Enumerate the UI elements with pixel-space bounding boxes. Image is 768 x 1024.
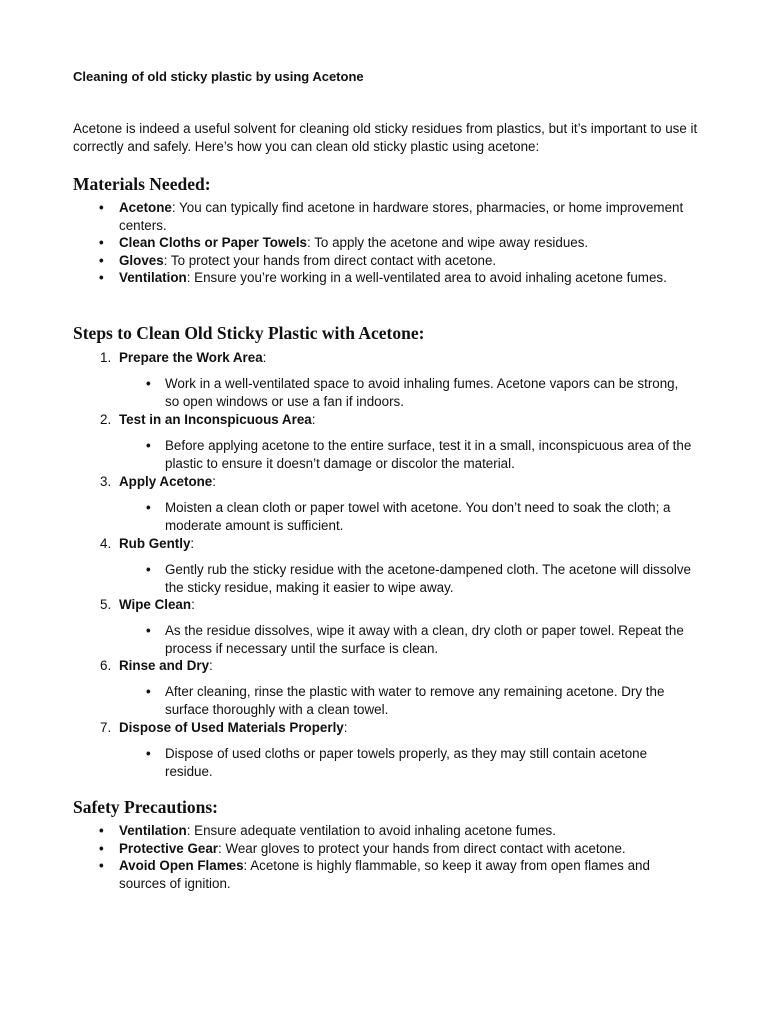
materials-heading: Materials Needed:	[73, 174, 211, 194]
step-detail	[73, 561, 703, 596]
step-label: Apply Acetone	[119, 474, 213, 489]
item-label: Clean Cloths or Paper Towels	[119, 235, 308, 251]
step-colon: :	[191, 597, 195, 612]
step-detail-text: Moisten a clean cloth or paper towel with acetone. You don’t need to soak the cloth; a moderate amount is sufficient.	[165, 500, 671, 533]
item-label: Acetone	[119, 200, 172, 215]
item-label: Gloves	[119, 252, 164, 268]
steps-list	[73, 349, 703, 781]
step-header	[73, 349, 703, 367]
step-colon: :	[343, 720, 348, 735]
step-colon: :	[311, 412, 316, 427]
step-detail-text: Gently rub the sticky residue with the acetone-dampened cloth. The acetone will dissolve the sticky residue, making it easier to wipe away.	[165, 562, 691, 595]
step-header	[73, 719, 703, 737]
bullet-icon: •	[146, 623, 151, 638]
item-text: : Ensure adequate ventilation to avoid inhaling acetone fumes.	[186, 823, 556, 838]
step-detail-text: Dispose of used cloths or paper towels properly, as they may still contain acetone residue.	[165, 746, 648, 779]
item-label: Ventilation	[119, 823, 187, 838]
bullet-icon: •	[146, 562, 151, 577]
step-item	[73, 535, 703, 596]
step-number: 3.	[100, 474, 112, 489]
item-label: Avoid Open Flames	[119, 858, 244, 874]
bullet-icon: •	[146, 746, 151, 761]
step-item	[73, 473, 703, 535]
step-detail-text: After cleaning, rinse the plastic with water to remove any remaining acetone. Dry the surface thoroughly with a clean towel.	[165, 684, 665, 717]
bullet-icon: •	[99, 200, 104, 215]
item-text: : Acetone is highly flammable, so keep it away from open flames and sources of ignition.	[119, 858, 650, 891]
step-label: Wipe Clean	[119, 597, 192, 612]
step-detail	[73, 499, 703, 534]
intro-paragraph: Acetone is indeed a useful solvent for cleaning old sticky residues from plastics, but it’s important to use it correctly and safely. Here’s how you can clean old sticky plastic using acetone:	[73, 121, 698, 154]
list-item	[73, 840, 698, 858]
bullet-icon: •	[146, 438, 151, 453]
item-label: Protective Gear	[119, 840, 218, 856]
step-header	[73, 535, 703, 553]
list-item	[73, 822, 698, 840]
step-number: 5.	[100, 597, 112, 612]
list-item	[73, 857, 698, 892]
step-header	[73, 596, 703, 614]
step-colon: :	[209, 658, 213, 673]
item-text: : Ensure you’re working in a well-ventilated area to avoid inhaling acetone fumes.	[186, 270, 667, 286]
step-label: Test in an Inconspicuous Area	[119, 412, 312, 427]
bullet-icon: •	[146, 376, 151, 391]
step-detail	[73, 745, 703, 780]
list-item	[73, 199, 698, 234]
step-item	[73, 719, 703, 781]
step-number: 1.	[100, 350, 112, 365]
step-number: 4.	[100, 536, 112, 551]
step-detail	[73, 683, 703, 718]
list-item	[73, 269, 698, 287]
steps-heading: Steps to Clean Old Sticky Plastic with Acetone:	[73, 323, 425, 343]
bullet-icon: •	[99, 270, 104, 286]
step-detail	[73, 375, 703, 410]
bullet-icon: •	[146, 684, 151, 699]
bullet-icon: •	[99, 858, 104, 874]
item-text: : To protect your hands from direct contact with acetone.	[163, 252, 497, 268]
step-item	[73, 657, 703, 719]
bullet-icon: •	[99, 252, 104, 268]
step-header	[73, 657, 703, 675]
step-detail-text: As the residue dissolves, wipe it away with a clean, dry cloth or paper towel. Repeat the process if necessary until the surface is clean.	[165, 623, 684, 656]
step-colon: :	[190, 536, 195, 551]
step-header	[73, 411, 703, 429]
step-detail-text: Work in a well-ventilated space to avoid inhaling fumes. Acetone vapors can be strong, so open windows or use a fan if indoors.	[165, 376, 679, 409]
step-label: Prepare the Work Area	[119, 350, 263, 365]
step-label: Dispose of Used Materials Properly	[119, 720, 344, 735]
item-text: : You can typically find acetone in hardware stores, pharmacies, or home improvement centers.	[119, 200, 684, 233]
step-number: 2.	[100, 412, 112, 427]
step-item	[73, 596, 703, 657]
bullet-icon: •	[99, 823, 104, 838]
item-text: : Wear gloves to protect your hands from direct contact with acetone.	[218, 840, 626, 856]
item-label: Ventilation	[119, 270, 187, 286]
step-item	[73, 349, 703, 411]
step-item	[73, 411, 703, 473]
step-label: Rinse and Dry	[119, 658, 210, 673]
safety-heading: Safety Precautions:	[73, 797, 218, 817]
bullet-icon: •	[146, 500, 151, 515]
step-detail	[73, 437, 703, 472]
list-item	[73, 252, 698, 270]
materials-list	[73, 199, 698, 287]
safety-list	[73, 822, 698, 892]
bullet-icon: •	[99, 235, 104, 251]
list-item	[73, 234, 698, 252]
step-label: Rub Gently	[119, 536, 191, 551]
step-number: 7.	[100, 720, 112, 735]
item-text: : To apply the acetone and wipe away residues.	[307, 235, 589, 251]
bullet-icon: •	[99, 840, 104, 856]
step-number: 6.	[100, 658, 112, 673]
step-header	[73, 473, 703, 491]
step-colon: :	[262, 350, 267, 365]
step-detail-text: Before applying acetone to the entire surface, test it in a small, inconspicuous area of the plastic to ensure it doesn’t damage or discolor the material.	[165, 438, 692, 471]
step-colon: :	[212, 474, 216, 489]
document-title: Cleaning of old sticky plastic by using Acetone	[73, 69, 364, 84]
step-detail	[73, 622, 703, 657]
